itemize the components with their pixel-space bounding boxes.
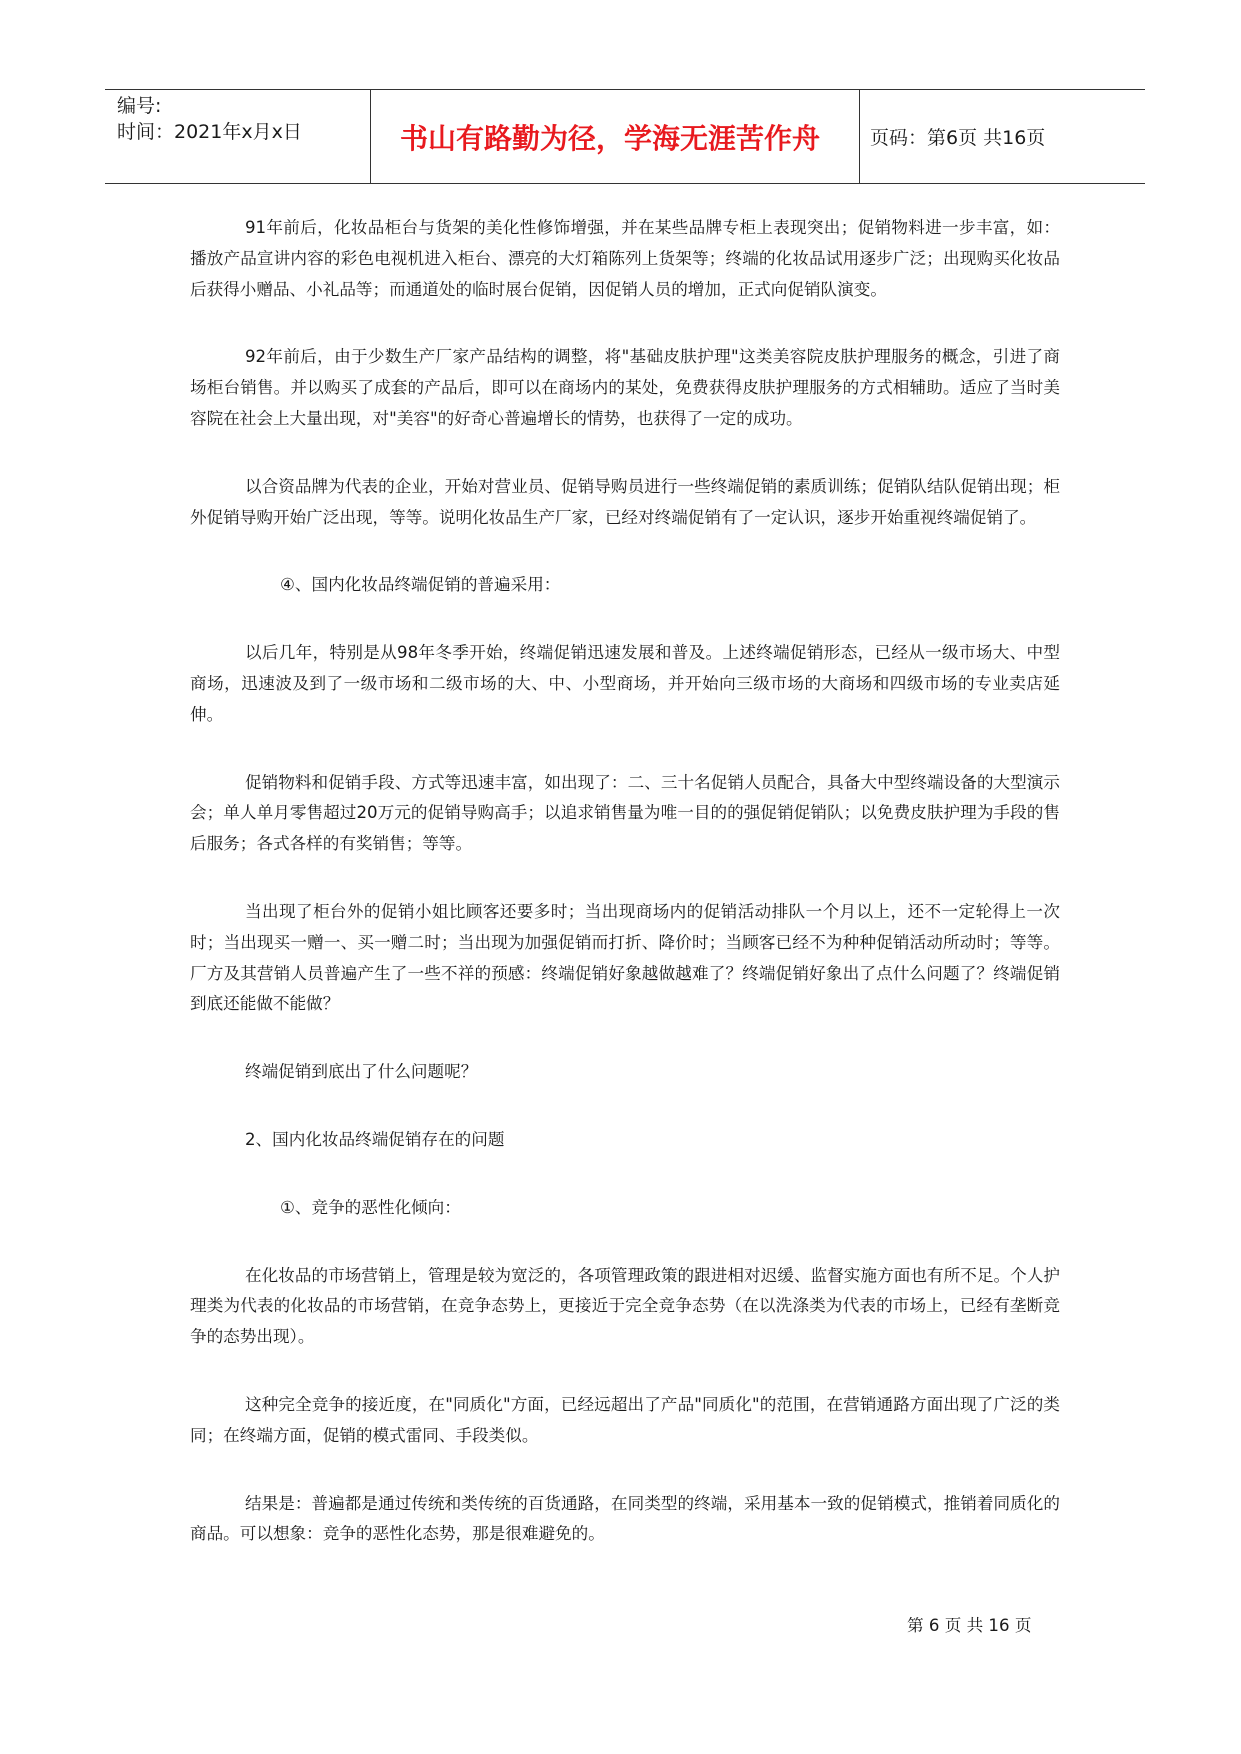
paragraph: 在化妆品的市场营销上，管理是较为宽泛的，各项管理政策的跟进相对迟缓、监督实施方面也有所不足。个人护理类为代表的化妆品的市场营销，在竞争态势上，更接近于完全竞争态势（在以洗涤类为代表的市场上，已经有垄断竞争的态势出现）。 [190,1265,1060,1347]
section-heading: ④、国内化妆品终端促销的普遍采用： [280,575,561,595]
page-header [105,89,1145,184]
paragraph: 91年前后，化妆品柜台与货架的美化性修饰增强，并在某些品牌专柜上表现突出；促销物料进一步丰富，如：播放产品宣讲内容的彩色电视机进入柜台、漂亮的大灯箱陈列上货架等；终端的化妆品试用逐步广泛；出现购买化妆品后获得小赠品、小礼品等；而通道处的临时展台促销，因促销人员的增加，正式向促销队演变。 [190,218,1060,299]
paragraph: 终端促销到底出了什么问题呢？ [245,1062,478,1082]
section-heading: 2、国内化妆品终端促销存在的问题 [245,1129,505,1149]
header-divider-right [859,89,860,184]
subsection-heading: ①、竞争的恶性化倾向： [280,1197,461,1217]
page-footer: 第 6 页 共 16 页 [907,1616,1032,1635]
paragraph: 以合资品牌为代表的企业，开始对营业员、促销导购员进行一些终端促销的素质训练；促销队结队促销出现；柜外促销导购开始广泛出现，等等。说明化妆品生产厂家，已经对终端促销有了一定认识，逐步开始重视终端促销了。 [190,476,1060,527]
paragraph: 当出现了柜台外的促销小姐比顾客还要多时；当出现商场内的促销活动排队一个月以上，还不一定轮得上一次时；当出现买一赠一、买一赠二时；当出现为加强促销而打折、降价时；当顾客已经不为种种促销活动所动时；等等。厂方及其营销人员普遍产生了一些不祥的预感：终端促销好象越做越难了？终端促销好象出了点什么问题了？终端促销到底还能做不能做？ [190,901,1060,1014]
paragraph: 这种完全竞争的接近度，在"同质化"方面，已经远超出了产品"同质化"的范围，在营销通路方面出现了广泛的类同；在终端方面，促销的模式雷同、手段类似。 [190,1394,1060,1445]
paragraph: 以后几年，特别是从98年冬季开始，终端促销迅速发展和普及。上述终端促销形态，已经从一级市场大、中型商场，迅速波及到了一级市场和二级市场的大、中、小型商场，并开始向三级市场的大商场和四级市场的专业卖店延伸。 [190,643,1060,724]
paragraph: 92年前后，由于少数生产厂家产品结构的调整，将"基础皮肤护理"这类美容院皮肤护理服务的概念，引进了商场柜台销售。并以购买了成套的产品后，即可以在商场内的某处，免费获得皮肤护理服务的方式相辅助。适应了当时美容院在社会上大量出现，对"美容"的好奇心普遍增长的情势，也获得了一定的成功。 [190,347,1060,428]
document-body [190,213,1060,1587]
paragraph: 促销物料和促销手段、方式等迅速丰富，如出现了：二、三十名促销人员配合，具备大中型终端设备的大型演示会；单人单月零售超过20万元的促销导购高手；以追求销售量为唯一目的的强促销促销队；以免费皮肤护理为手段的售后服务；各式各样的有奖销售；等等。 [190,772,1060,854]
header-page-label: 页码：第6页 共16页 [870,127,1046,149]
document-time-label: 时间：2021年x月x日 [117,121,302,143]
paragraph: 结果是：普遍都是通过传统和类传统的百货通路，在同类型的终端，采用基本一致的促销模式，推销着同质化的商品。可以想象：竞争的恶性化态势，那是很难避免的。 [190,1493,1060,1544]
header-meta [117,93,302,145]
header-motto: 书山有路勤为径，学海无涯苦作舟 [399,121,820,155]
document-number-label: 编号: [117,95,162,117]
